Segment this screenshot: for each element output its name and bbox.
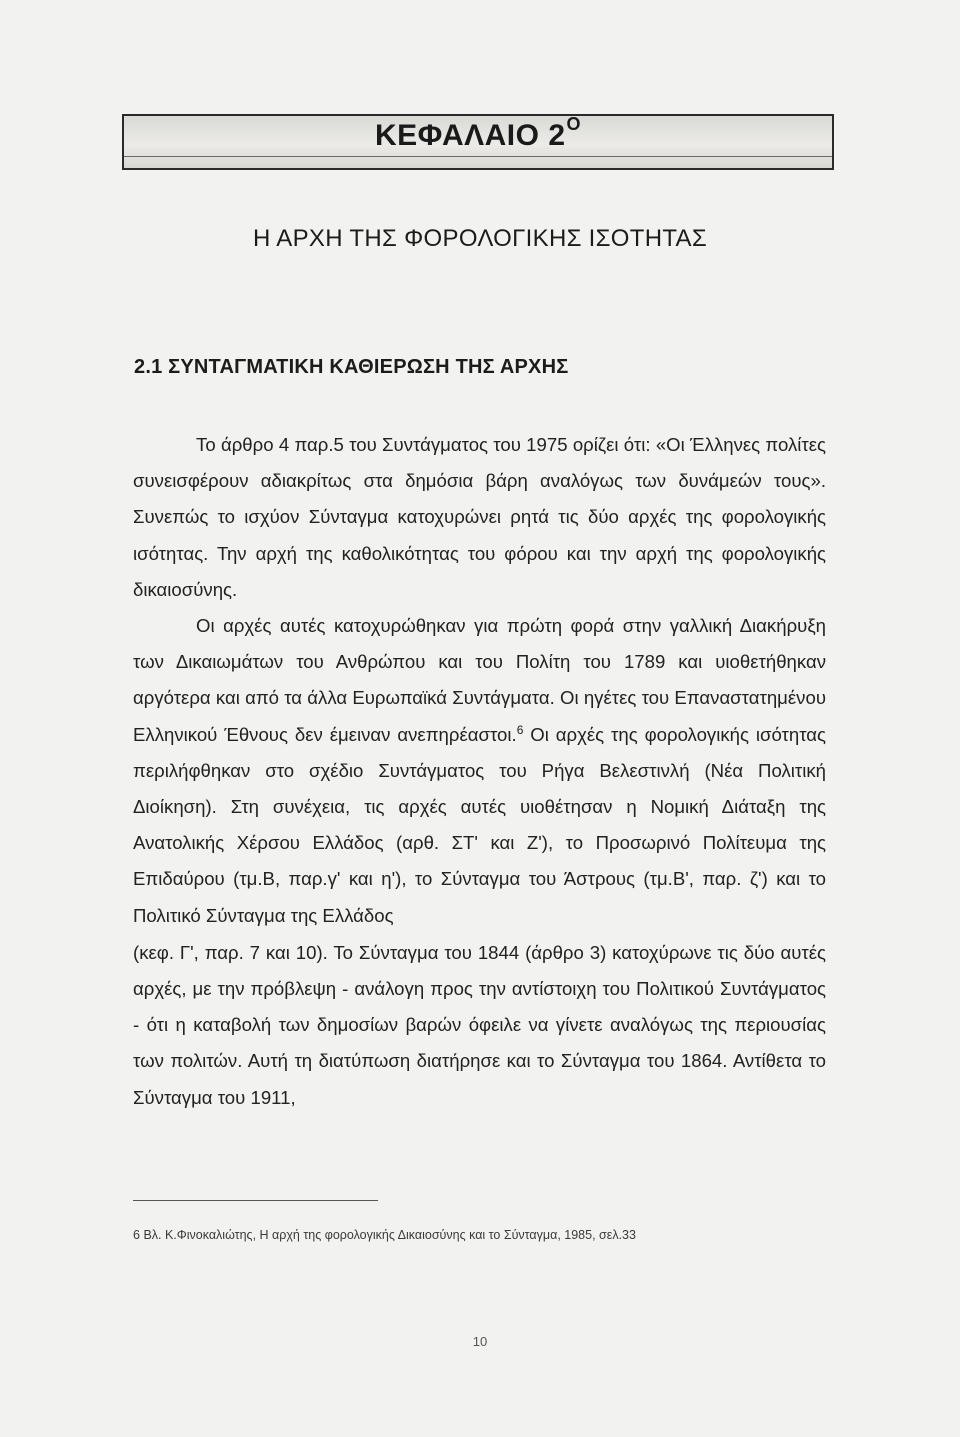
chapter-label: ΚΕΦΑΛΑΙΟ — [374, 119, 540, 152]
chapter-heading-box — [122, 114, 834, 170]
section-heading: 2.1 ΣΥΝΤΑΓΜΑΤΙΚΗ ΚΑΘΙΕΡΩΣΗ ΤΗΣ ΑΡΧΗΣ — [134, 356, 569, 378]
paragraph-2 — [133, 608, 826, 934]
footnote-reference: 6 — [516, 722, 524, 737]
paragraph-3: (κεφ. Γ', παρ. 7 και 10). Το Σύνταγμα του 1844 (άρθρο 3) κατοχύρωνε τις δύο αυτές αρχές, με την πρόβλεψη - ανάλογη προς την αντίστοιχη του Πολιτικού Συντάγματος - ότι η καταβολή των δημοσίων βαρών όφειλε να γίνετε αναλόγως της περιουσίας των πολιτών. Αυτή τη διατύπωση διατήρησε και το Σύνταγμα του 1864. Αντίθετα το Σύνταγμα του 1911, — [133, 941, 826, 1108]
page-title: Η ΑΡΧΗ ΤΗΣ ΦΟΡΟΛΟΓΙΚΗΣ ΙΣΟΤΗΤΑΣ — [253, 225, 707, 252]
footnote — [133, 1226, 823, 1244]
chapter-title — [124, 114, 832, 153]
paragraph-1: Το άρθρο 4 παρ.5 του Συντάγματος του 1975 ορίζει ότι: «Οι Έλληνες πολίτες συνεισφέρουν αδιακρίτως στα δημόσια βάρη αναλόγως των δυνάμεών τους». Συνεπώς το ισχύον Σύνταγμα κατοχυρώνει ρητά τις δύο αρχές της φορολογικής ισότητας. Την αρχή της καθολικότητας του φόρου και την αρχή της φορολογικής δικαιοσύνης. — [133, 434, 826, 600]
footnote-divider — [133, 1200, 378, 1201]
footnote-text: Βλ. Κ.Φινοκαλιώτης, Η αρχή της φορολογικής Δικαιοσύνης και το Σύνταγμα, 1985, σελ.33 — [143, 1228, 636, 1242]
paragraph-2-part-a: Οι αρχές αυτές κατοχυρώθηκαν για πρώτη φορά στην γαλλική Διακήρυξη των Δικαιωμάτων του Ανθρώπου και του Πολίτη του 1789 και υιοθετήθηκαν αργότερα και από τα άλλα Ευρωπαϊκά Συντάγματα. Οι ηγέτες του Επαναστατημένου Ελληνικού Έθνους δεν έμειναν ανεπηρέαστοι. — [133, 615, 826, 745]
page-number: 10 — [472, 1334, 488, 1349]
chapter-superscript: Ο — [566, 114, 582, 134]
body-text — [133, 427, 826, 1116]
chapter-number: 2 — [548, 119, 566, 152]
footnote-number: 6 — [133, 1228, 140, 1242]
paragraph-2-part-b: Οι αρχές της φορολογικής ισότητας περιλήφθηκαν στο σχέδιο Συντάγματος του Ρήγα Βελεστινλή (Νέα Πολιτική Διοίκηση). Στη συνέχεια, τις αρχές αυτές υιοθέτησαν η Νομική Διάταξη της Ανατολικής Χέρσου Ελλάδος (αρθ. ΣΤ' και Ζ'), το Προσωρινό Πολίτευμα της Επιδαύρου (τμ.Β, παρ.γ' και η'), το Σύνταγμα του Άστρους (τμ.Β', παρ. ζ') και το Πολιτικό Σύνταγμα της Ελλάδος — [133, 723, 827, 926]
